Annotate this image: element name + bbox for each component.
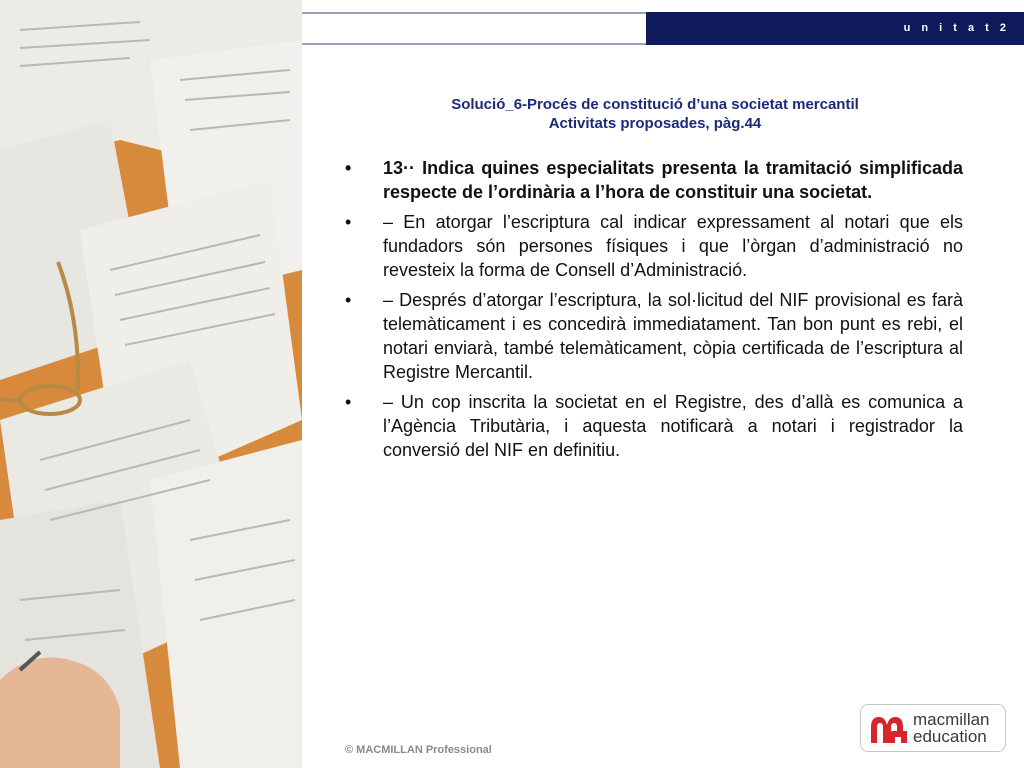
bullet-dot: • — [345, 212, 352, 232]
bullet-list — [345, 156, 963, 468]
bullet-item — [345, 390, 963, 462]
slide-title-line-1: Solució_6-Procés de constitució d’una societat mercantil — [451, 96, 859, 113]
logo-text-macmillan: macmillan — [913, 710, 990, 729]
bullet-item — [345, 156, 963, 204]
bullet-item — [345, 288, 963, 384]
bullet-text: – En atorgar l’escriptura cal indicar expressament al notari que els fundadors són persones físiques i que l’òrgan d’administració no revesteix la forma de Consell d’Administració. — [383, 212, 963, 280]
unit-label: u n i t a t 2 — [903, 22, 1010, 34]
header-bar-left — [302, 12, 646, 45]
copyright-text: © MACMILLAN Professional — [345, 744, 492, 756]
bullet-text: – Un cop inscrita la societat en el Registre, des d’allà es comunica a l’Agència Tributària, i aquesta notificarà a notari i registrador la conversió del NIF en definitiu. — [383, 392, 963, 460]
header-bar-right — [646, 12, 1024, 45]
macmillan-logo-icon — [869, 713, 909, 745]
bullet-dot: • — [345, 290, 352, 310]
bullet-dot: • — [345, 392, 352, 412]
bullet-text: 13·· Indica quines especialitats presenta la tramitació simplificada respecte de l’ordinària a l’hora de constituir una societat. — [383, 158, 963, 202]
slide-title-line-2: Activitats proposades, pàg.44 — [548, 115, 762, 132]
bullet-dot: • — [345, 158, 352, 178]
background-photo — [0, 0, 302, 768]
macmillan-logo — [860, 704, 1006, 752]
bullet-item — [345, 210, 963, 282]
logo-text-education: education — [913, 727, 987, 746]
slide-title — [330, 95, 980, 133]
bullet-text: – Després d’atorgar l’escriptura, la sol·licitud del NIF provisional es farà telemàticament i es concedirà immediatament. Tan bon punt es rebi, el notari enviarà, també telemàticament, còpia certificada de l’escriptura al Registre Mercantil. — [383, 290, 963, 382]
